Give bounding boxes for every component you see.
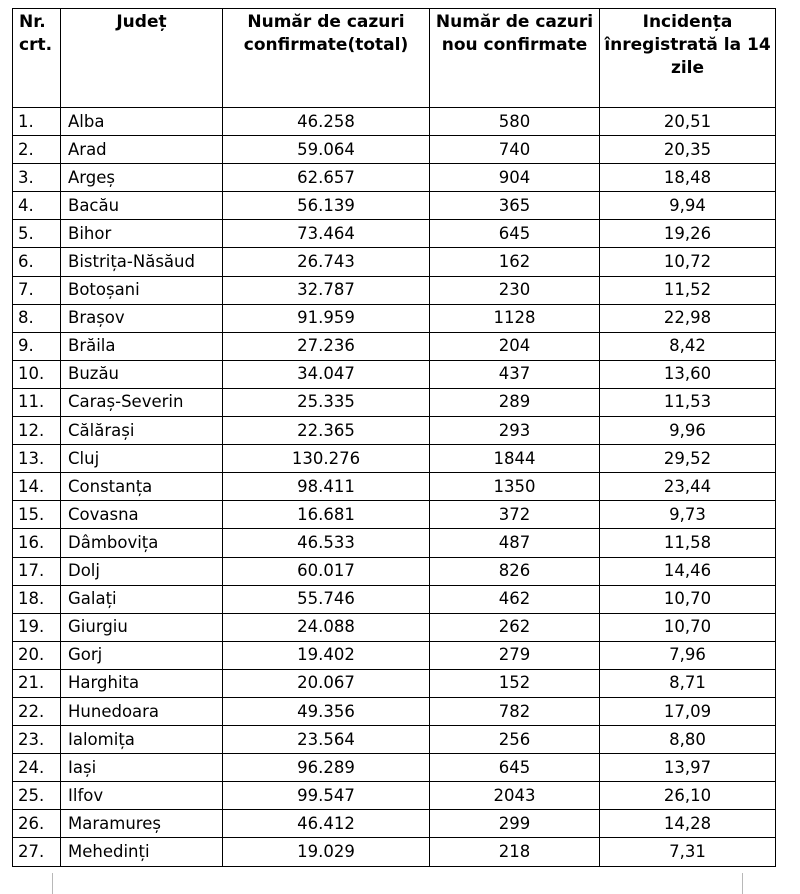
cell-judet: Iași (61, 754, 223, 782)
table-row (13, 585, 776, 613)
cell-total-cases: 16.681 (223, 501, 430, 529)
cell-incidence: 13,97 (600, 754, 776, 782)
table-body (13, 108, 776, 867)
table-continuation-line (742, 873, 743, 894)
cell-judet: Arad (61, 136, 223, 164)
cell-nr: 17. (13, 557, 61, 585)
table-row (13, 445, 776, 473)
cell-nr: 8. (13, 304, 61, 332)
cell-new-cases: 437 (430, 360, 600, 388)
cell-total-cases: 22.365 (223, 417, 430, 445)
cell-incidence: 11,58 (600, 529, 776, 557)
cell-new-cases: 1128 (430, 304, 600, 332)
cell-incidence: 9,94 (600, 192, 776, 220)
header-nr: Nr. crt. (13, 9, 61, 108)
cell-total-cases: 98.411 (223, 473, 430, 501)
cell-nr: 9. (13, 332, 61, 360)
cell-judet: Dâmbovița (61, 529, 223, 557)
cell-judet: Maramureș (61, 810, 223, 838)
cell-incidence: 29,52 (600, 445, 776, 473)
cell-judet: Ialomița (61, 726, 223, 754)
table-row (13, 501, 776, 529)
cell-nr: 6. (13, 248, 61, 276)
cell-judet: Buzău (61, 360, 223, 388)
cell-incidence: 10,70 (600, 613, 776, 641)
cell-total-cases: 91.959 (223, 304, 430, 332)
table-row (13, 557, 776, 585)
cell-judet: Constanța (61, 473, 223, 501)
cell-total-cases: 19.029 (223, 838, 430, 866)
cell-nr: 20. (13, 641, 61, 669)
cell-total-cases: 55.746 (223, 585, 430, 613)
cell-new-cases: 487 (430, 529, 600, 557)
cell-total-cases: 25.335 (223, 388, 430, 416)
cell-nr: 13. (13, 445, 61, 473)
cell-total-cases: 60.017 (223, 557, 430, 585)
cell-total-cases: 49.356 (223, 697, 430, 725)
table-row (13, 669, 776, 697)
cell-nr: 16. (13, 529, 61, 557)
table-row (13, 838, 776, 866)
table-row (13, 754, 776, 782)
cell-judet: Caraș-Severin (61, 388, 223, 416)
cell-new-cases: 1350 (430, 473, 600, 501)
table-row (13, 332, 776, 360)
cell-total-cases: 56.139 (223, 192, 430, 220)
cell-incidence: 23,44 (600, 473, 776, 501)
cell-new-cases: 162 (430, 248, 600, 276)
cell-new-cases: 740 (430, 136, 600, 164)
cell-judet: Ilfov (61, 782, 223, 810)
cell-nr: 5. (13, 220, 61, 248)
cell-nr: 24. (13, 754, 61, 782)
cell-total-cases: 46.258 (223, 108, 430, 136)
cell-total-cases: 19.402 (223, 641, 430, 669)
cell-new-cases: 152 (430, 669, 600, 697)
table-row (13, 810, 776, 838)
header-judet: Județ (61, 9, 223, 108)
cell-nr: 10. (13, 360, 61, 388)
cell-incidence: 11,52 (600, 276, 776, 304)
cell-nr: 1. (13, 108, 61, 136)
table-continuation-line (52, 873, 53, 894)
covid-cases-table (12, 8, 776, 867)
cell-new-cases: 1844 (430, 445, 600, 473)
cell-nr: 11. (13, 388, 61, 416)
cell-new-cases: 204 (430, 332, 600, 360)
table-row (13, 473, 776, 501)
cell-nr: 14. (13, 473, 61, 501)
cell-nr: 21. (13, 669, 61, 697)
cell-total-cases: 46.412 (223, 810, 430, 838)
cell-nr: 25. (13, 782, 61, 810)
cell-incidence: 10,72 (600, 248, 776, 276)
cell-nr: 12. (13, 417, 61, 445)
cell-nr: 19. (13, 613, 61, 641)
cell-new-cases: 904 (430, 164, 600, 192)
cell-total-cases: 23.564 (223, 726, 430, 754)
cell-incidence: 17,09 (600, 697, 776, 725)
cell-total-cases: 20.067 (223, 669, 430, 697)
cell-new-cases: 645 (430, 220, 600, 248)
cell-incidence: 22,98 (600, 304, 776, 332)
cell-judet: Argeș (61, 164, 223, 192)
header-row (13, 9, 776, 108)
table-row (13, 613, 776, 641)
cell-total-cases: 27.236 (223, 332, 430, 360)
cell-new-cases: 580 (430, 108, 600, 136)
header-new-cases: Număr de cazuri nou confirmate (430, 9, 600, 108)
table-row (13, 164, 776, 192)
cell-judet: Giurgiu (61, 613, 223, 641)
cell-judet: Călărași (61, 417, 223, 445)
cell-nr: 7. (13, 276, 61, 304)
table-row (13, 192, 776, 220)
cell-incidence: 20,35 (600, 136, 776, 164)
table-row (13, 726, 776, 754)
cell-incidence: 14,46 (600, 557, 776, 585)
cell-judet: Alba (61, 108, 223, 136)
cell-judet: Brăila (61, 332, 223, 360)
cell-new-cases: 826 (430, 557, 600, 585)
cell-nr: 22. (13, 697, 61, 725)
cell-nr: 4. (13, 192, 61, 220)
cell-nr: 2. (13, 136, 61, 164)
cell-total-cases: 32.787 (223, 276, 430, 304)
cell-incidence: 8,80 (600, 726, 776, 754)
cell-new-cases: 365 (430, 192, 600, 220)
table-row (13, 304, 776, 332)
cell-new-cases: 293 (430, 417, 600, 445)
table-row (13, 248, 776, 276)
cell-judet: Bihor (61, 220, 223, 248)
cell-judet: Bacău (61, 192, 223, 220)
cell-nr: 26. (13, 810, 61, 838)
cell-incidence: 26,10 (600, 782, 776, 810)
table-header (13, 9, 776, 108)
table-row (13, 360, 776, 388)
cell-incidence: 13,60 (600, 360, 776, 388)
cell-incidence: 19,26 (600, 220, 776, 248)
cell-judet: Bistrița-Năsăud (61, 248, 223, 276)
cell-judet: Botoșani (61, 276, 223, 304)
cell-total-cases: 62.657 (223, 164, 430, 192)
table-row (13, 276, 776, 304)
cell-total-cases: 130.276 (223, 445, 430, 473)
cell-incidence: 9,73 (600, 501, 776, 529)
cell-judet: Harghita (61, 669, 223, 697)
header-incidence: Incidența înregistrată la 14 zile (600, 9, 776, 108)
cell-judet: Cluj (61, 445, 223, 473)
cell-new-cases: 230 (430, 276, 600, 304)
cell-nr: 27. (13, 838, 61, 866)
cell-total-cases: 96.289 (223, 754, 430, 782)
cell-nr: 18. (13, 585, 61, 613)
cell-incidence: 8,71 (600, 669, 776, 697)
cell-judet: Dolj (61, 557, 223, 585)
cell-incidence: 20,51 (600, 108, 776, 136)
table-row (13, 108, 776, 136)
table-row (13, 220, 776, 248)
cell-incidence: 7,31 (600, 838, 776, 866)
cell-new-cases: 256 (430, 726, 600, 754)
cell-judet: Mehedinți (61, 838, 223, 866)
cell-incidence: 9,96 (600, 417, 776, 445)
cell-incidence: 10,70 (600, 585, 776, 613)
cell-total-cases: 99.547 (223, 782, 430, 810)
cell-total-cases: 46.533 (223, 529, 430, 557)
cell-judet: Gorj (61, 641, 223, 669)
cell-new-cases: 645 (430, 754, 600, 782)
cell-incidence: 7,96 (600, 641, 776, 669)
cell-new-cases: 289 (430, 388, 600, 416)
cell-judet: Hunedoara (61, 697, 223, 725)
cell-total-cases: 73.464 (223, 220, 430, 248)
cell-incidence: 8,42 (600, 332, 776, 360)
table-row (13, 529, 776, 557)
cell-total-cases: 26.743 (223, 248, 430, 276)
cell-new-cases: 2043 (430, 782, 600, 810)
cell-incidence: 18,48 (600, 164, 776, 192)
cell-incidence: 11,53 (600, 388, 776, 416)
cell-judet: Brașov (61, 304, 223, 332)
cell-judet: Galați (61, 585, 223, 613)
cell-new-cases: 372 (430, 501, 600, 529)
table-row (13, 697, 776, 725)
cell-total-cases: 59.064 (223, 136, 430, 164)
cell-new-cases: 218 (430, 838, 600, 866)
cell-total-cases: 24.088 (223, 613, 430, 641)
cell-judet: Covasna (61, 501, 223, 529)
cell-new-cases: 782 (430, 697, 600, 725)
cell-total-cases: 34.047 (223, 360, 430, 388)
cell-nr: 15. (13, 501, 61, 529)
cell-new-cases: 279 (430, 641, 600, 669)
cell-nr: 23. (13, 726, 61, 754)
cell-incidence: 14,28 (600, 810, 776, 838)
cell-new-cases: 262 (430, 613, 600, 641)
header-total-cases: Număr de cazuri confirmate(total) (223, 9, 430, 108)
cell-new-cases: 299 (430, 810, 600, 838)
cell-new-cases: 462 (430, 585, 600, 613)
cell-nr: 3. (13, 164, 61, 192)
table-row (13, 641, 776, 669)
table-row (13, 136, 776, 164)
table-row (13, 388, 776, 416)
table-row (13, 417, 776, 445)
table-row (13, 782, 776, 810)
